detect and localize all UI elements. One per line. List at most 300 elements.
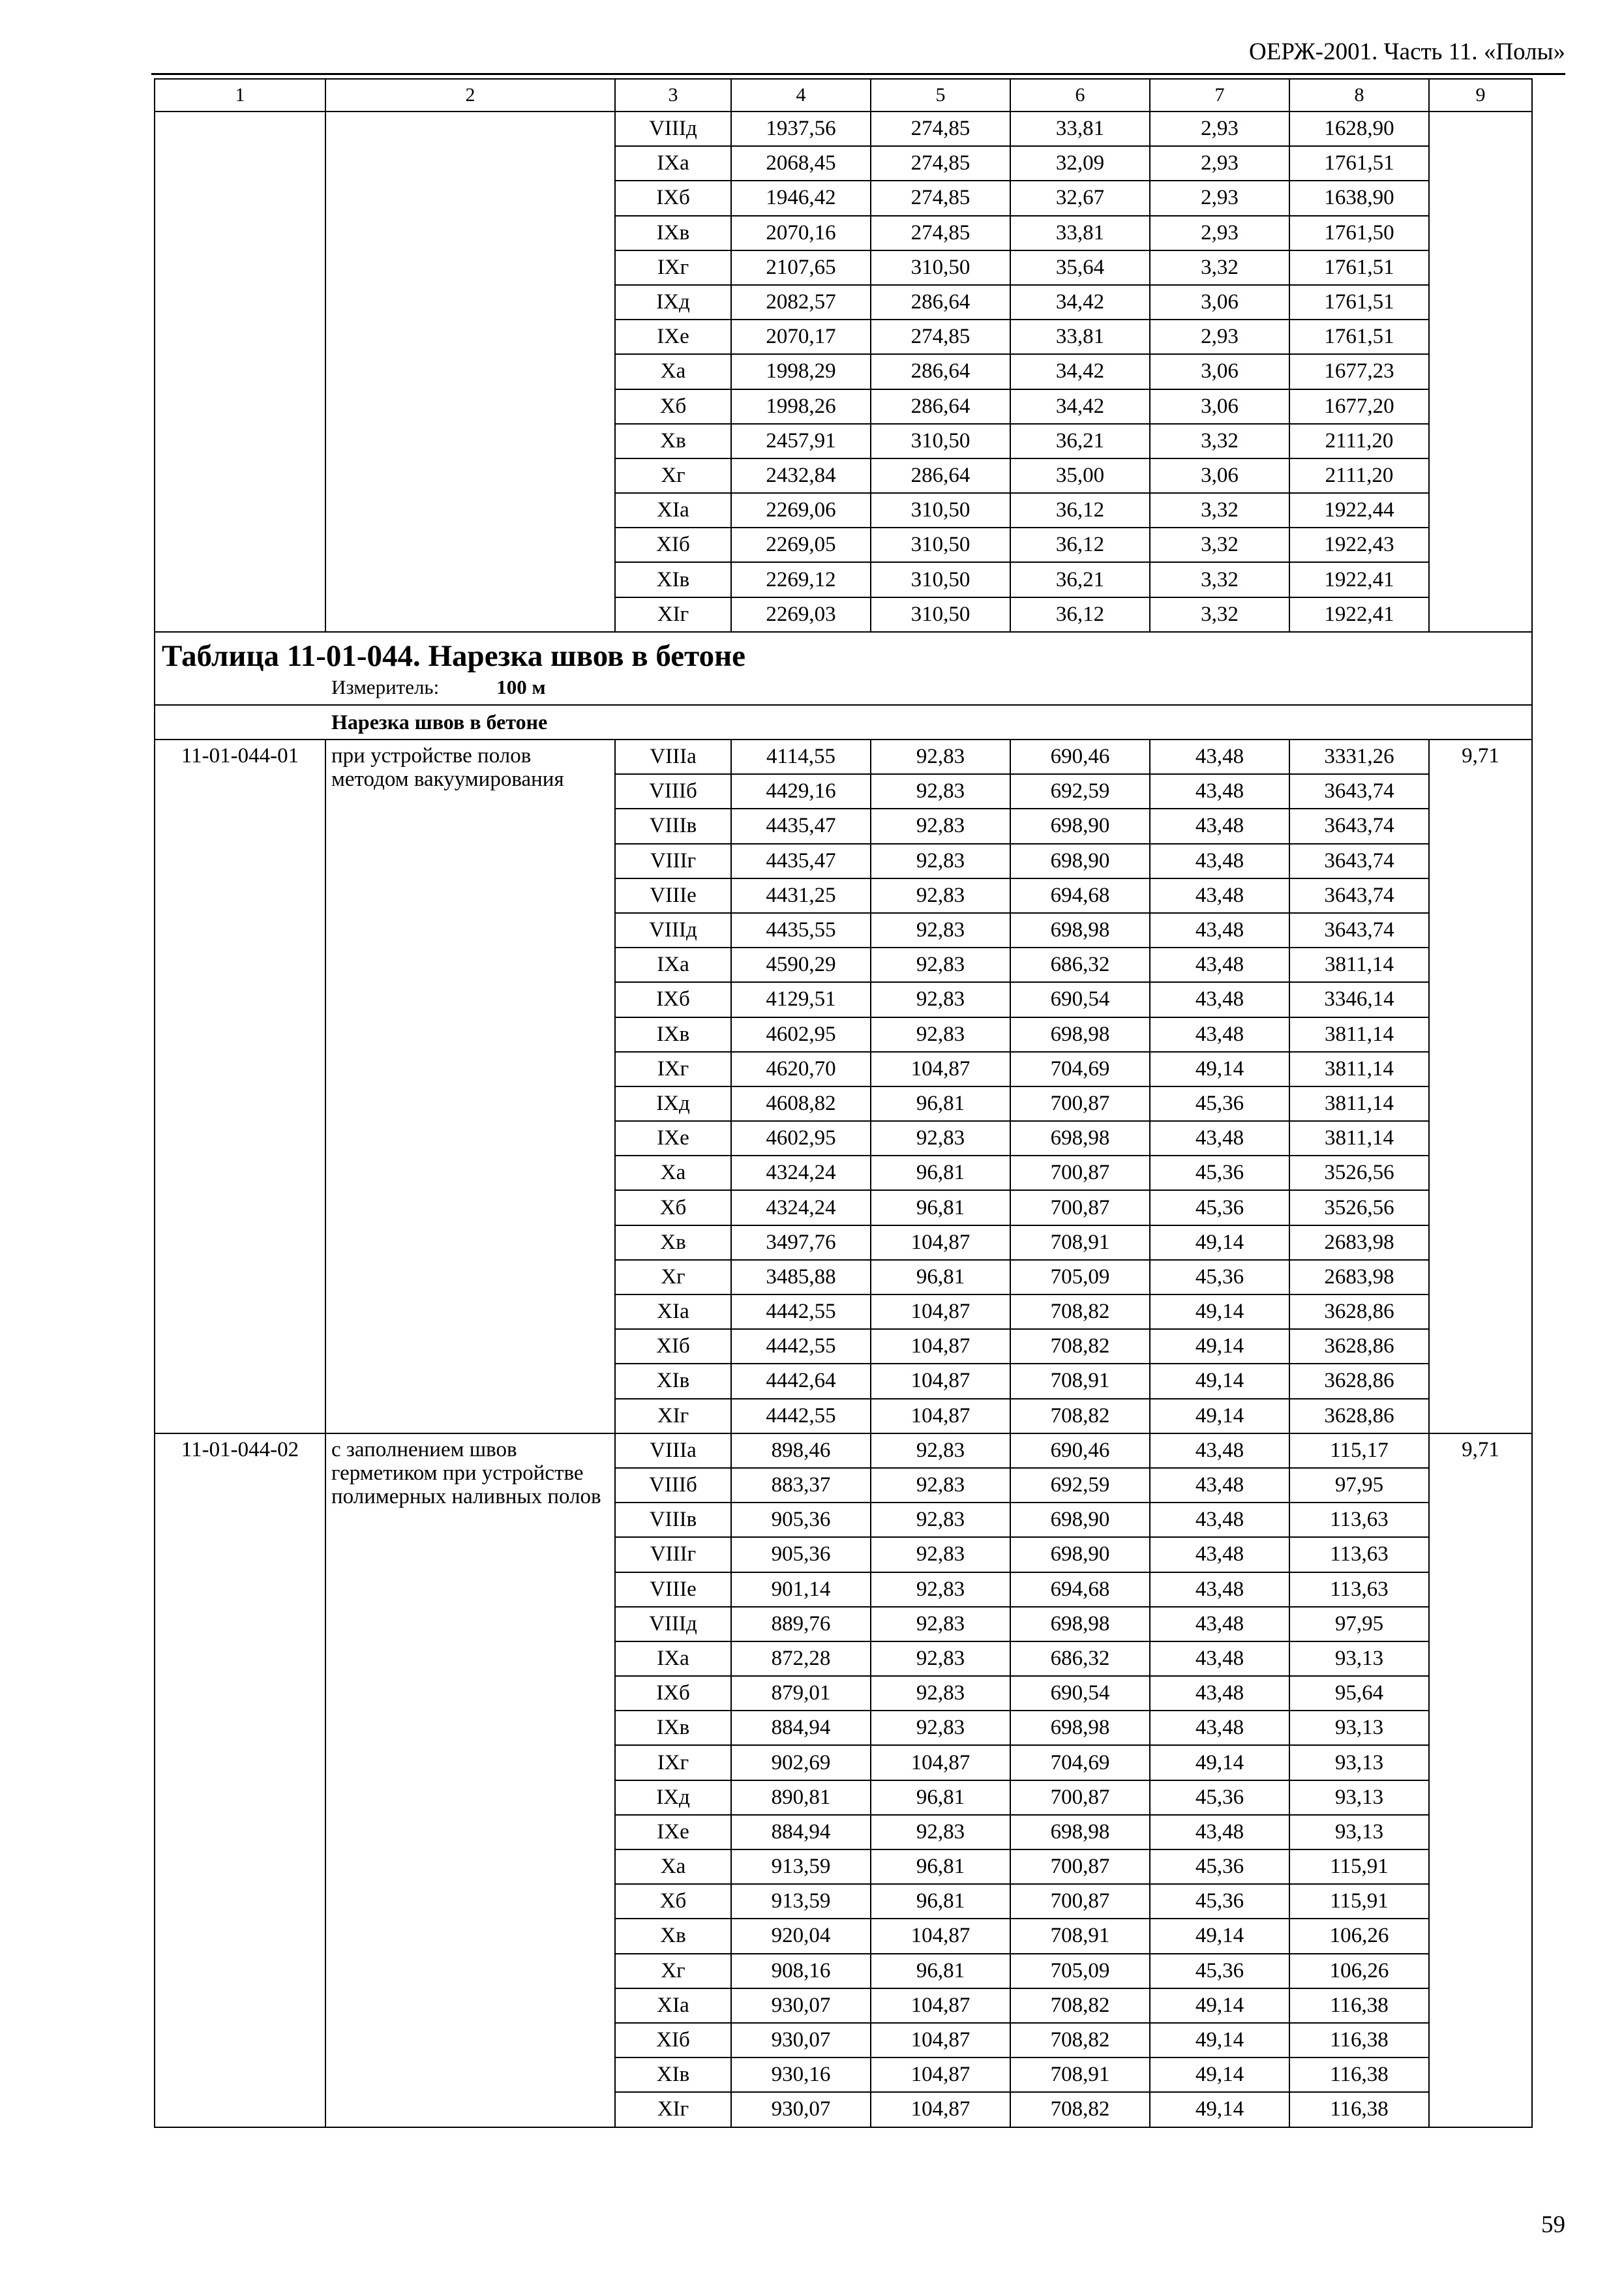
- value-cell: 698,98: [1010, 1711, 1150, 1745]
- value-cell: 3,06: [1150, 458, 1289, 493]
- value-cell: 2432,84: [731, 458, 871, 493]
- value-cell: 704,69: [1010, 1052, 1150, 1086]
- value-cell: 36,12: [1010, 597, 1150, 632]
- value-cell: 286,64: [871, 285, 1010, 320]
- value-cell: 1761,51: [1289, 250, 1429, 285]
- value-cell: 4442,55: [731, 1399, 871, 1433]
- resource-class-cell: VIIIб: [615, 774, 731, 809]
- value-cell: 3526,56: [1289, 1190, 1429, 1225]
- value-cell: 698,98: [1010, 1815, 1150, 1849]
- resource-class-cell: IXв: [615, 1711, 731, 1745]
- resource-class-cell: XIб: [615, 528, 731, 562]
- value-cell: 2,93: [1150, 216, 1289, 250]
- value-cell: 96,81: [871, 1780, 1010, 1815]
- table-body: [155, 79, 1532, 2127]
- value-cell: 884,94: [731, 1711, 871, 1745]
- value-cell: 686,32: [1010, 948, 1150, 982]
- value-cell: 698,90: [1010, 809, 1150, 843]
- value-cell: 49,14: [1150, 1364, 1289, 1398]
- value-cell: 43,48: [1150, 1572, 1289, 1607]
- value-cell: 286,64: [871, 389, 1010, 424]
- column-number: 4: [731, 79, 871, 112]
- value-cell: 93,13: [1289, 1780, 1429, 1815]
- value-cell: 2070,16: [731, 216, 871, 250]
- value-cell: 43,48: [1150, 809, 1289, 843]
- value-cell: 96,81: [871, 1260, 1010, 1294]
- value-cell: 310,50: [871, 493, 1010, 528]
- resource-class-cell: Xв: [615, 1225, 731, 1260]
- value-cell: 92,83: [871, 948, 1010, 982]
- value-cell: 310,50: [871, 597, 1010, 632]
- resource-class-cell: Xб: [615, 389, 731, 424]
- resource-class-cell: IXб: [615, 982, 731, 1017]
- value-cell: 33,81: [1010, 216, 1150, 250]
- value-cell: 92,83: [871, 1815, 1010, 1849]
- value-cell: 913,59: [731, 1849, 871, 1884]
- value-cell: 1937,56: [731, 112, 871, 146]
- unit-value: 100 м: [496, 675, 546, 698]
- value-cell: 3,32: [1150, 493, 1289, 528]
- value-cell: 1677,20: [1289, 389, 1429, 424]
- table-title-row: [155, 632, 1532, 705]
- value-cell: 96,81: [871, 1884, 1010, 1919]
- value-cell: 43,48: [1150, 1017, 1289, 1052]
- resource-class-cell: IXб: [615, 181, 731, 215]
- rate-code: 11-01-044-02: [155, 1433, 325, 2127]
- resource-class-cell: VIIIб: [615, 1468, 731, 1503]
- column-number: 9: [1429, 79, 1532, 112]
- column-number-row: [155, 79, 1532, 112]
- value-cell: 93,13: [1289, 1641, 1429, 1676]
- resource-class-cell: XIб: [615, 1329, 731, 1364]
- value-cell: 1922,43: [1289, 528, 1429, 562]
- value-cell: 106,26: [1289, 1954, 1429, 1988]
- value-cell: 104,87: [871, 1294, 1010, 1329]
- section-row: [155, 705, 1532, 740]
- value-cell: 690,54: [1010, 1676, 1150, 1711]
- value-cell: 3628,86: [1289, 1329, 1429, 1364]
- value-cell: 97,95: [1289, 1607, 1429, 1641]
- value-cell: 4442,64: [731, 1364, 871, 1398]
- value-cell: 274,85: [871, 320, 1010, 354]
- value-cell: 92,83: [871, 913, 1010, 948]
- resource-class-cell: IXа: [615, 948, 731, 982]
- value-cell: 698,98: [1010, 913, 1150, 948]
- value-cell: 93,13: [1289, 1745, 1429, 1780]
- value-cell: 708,82: [1010, 1399, 1150, 1433]
- value-cell: 116,38: [1289, 2092, 1429, 2127]
- value-cell: 2068,45: [731, 146, 871, 181]
- value-cell: 698,98: [1010, 1607, 1150, 1641]
- value-cell: 43,48: [1150, 1121, 1289, 1156]
- value-cell: 92,83: [871, 1607, 1010, 1641]
- value-cell: 690,46: [1010, 740, 1150, 774]
- value-cell: 1922,41: [1289, 562, 1429, 597]
- value-cell: 43,48: [1150, 1503, 1289, 1537]
- value-cell: 2269,12: [731, 562, 871, 597]
- value-cell: 43,48: [1150, 1711, 1289, 1745]
- value-cell: 92,83: [871, 1017, 1010, 1052]
- value-cell: 92,83: [871, 809, 1010, 843]
- value-cell: 4129,51: [731, 982, 871, 1017]
- resource-class-cell: VIIIд: [615, 112, 731, 146]
- value-cell: 49,14: [1150, 1919, 1289, 1953]
- value-cell: 694,68: [1010, 1572, 1150, 1607]
- value-cell: 116,38: [1289, 2057, 1429, 2092]
- value-cell: 3497,76: [731, 1225, 871, 1260]
- value-cell: 43,48: [1150, 1607, 1289, 1641]
- value-cell: 93,13: [1289, 1711, 1429, 1745]
- table-title-cell: [155, 632, 1532, 705]
- value-cell: 43,48: [1150, 1433, 1289, 1468]
- value-cell: 692,59: [1010, 774, 1150, 809]
- resource-class-cell: IXа: [615, 146, 731, 181]
- value-cell: 49,14: [1150, 1052, 1289, 1086]
- value-cell: 1922,44: [1289, 493, 1429, 528]
- value-cell: 4324,24: [731, 1156, 871, 1190]
- value-cell: 104,87: [871, 1988, 1010, 2023]
- value-cell: 700,87: [1010, 1086, 1150, 1121]
- resource-class-cell: Xа: [615, 354, 731, 389]
- resource-class-cell: IXе: [615, 1121, 731, 1156]
- resource-class-cell: VIIIв: [615, 809, 731, 843]
- resource-class-cell: XIв: [615, 1364, 731, 1398]
- value-cell: 1998,26: [731, 389, 871, 424]
- value-cell: 908,16: [731, 1954, 871, 1988]
- value-cell: 104,87: [871, 1329, 1010, 1364]
- column-number: 8: [1289, 79, 1429, 112]
- value-cell: 708,82: [1010, 2023, 1150, 2057]
- value-cell: 274,85: [871, 216, 1010, 250]
- value-cell: 97,95: [1289, 1468, 1429, 1503]
- rate-name: с заполнением швов герметиком при устройстве полимерных наливных полов: [325, 1433, 615, 2127]
- value-cell: 115,17: [1289, 1433, 1429, 1468]
- value-cell: 3,06: [1150, 354, 1289, 389]
- header-rule: [151, 73, 1565, 75]
- resource-class-cell: Xв: [615, 424, 731, 458]
- value-cell: 692,59: [1010, 1468, 1150, 1503]
- value-cell: 698,90: [1010, 1503, 1150, 1537]
- value-cell: 1677,23: [1289, 354, 1429, 389]
- resource-class-cell: XIг: [615, 2092, 731, 2127]
- value-cell: 3811,14: [1289, 948, 1429, 982]
- value-cell: 95,64: [1289, 1676, 1429, 1711]
- value-cell: 2,93: [1150, 146, 1289, 181]
- value-cell: 2107,65: [731, 250, 871, 285]
- value-cell: 49,14: [1150, 2092, 1289, 2127]
- value-cell: 92,83: [871, 844, 1010, 878]
- value-cell: 286,64: [871, 354, 1010, 389]
- value-cell: 96,81: [871, 1086, 1010, 1121]
- rate-code: 11-01-044-01: [155, 740, 325, 1433]
- value-cell: 113,63: [1289, 1572, 1429, 1607]
- value-cell: 690,54: [1010, 982, 1150, 1017]
- value-cell: 3643,74: [1289, 878, 1429, 913]
- value-cell: 872,28: [731, 1641, 871, 1676]
- value-cell: 2683,98: [1289, 1225, 1429, 1260]
- value-cell: 3,32: [1150, 562, 1289, 597]
- section-title: Нарезка швов в бетоне: [331, 710, 548, 734]
- value-cell: 92,83: [871, 1711, 1010, 1745]
- value-cell: 43,48: [1150, 774, 1289, 809]
- resource-class-cell: IXв: [615, 1017, 731, 1052]
- value-cell: 3,32: [1150, 528, 1289, 562]
- value-cell: 1628,90: [1289, 112, 1429, 146]
- value-cell: 104,87: [871, 2057, 1010, 2092]
- value-cell: 708,91: [1010, 1364, 1150, 1398]
- value-cell: 34,42: [1010, 354, 1150, 389]
- value-cell: 2683,98: [1289, 1260, 1429, 1294]
- value-cell: 92,83: [871, 1433, 1010, 1468]
- resource-class-cell: VIIIд: [615, 1607, 731, 1641]
- value-cell: 49,14: [1150, 1399, 1289, 1433]
- value-cell: 43,48: [1150, 982, 1289, 1017]
- value-cell: 1922,41: [1289, 597, 1429, 632]
- value-cell: 704,69: [1010, 1745, 1150, 1780]
- value-cell: 3811,14: [1289, 1086, 1429, 1121]
- value-cell: 33,81: [1010, 112, 1150, 146]
- value-cell: 92,83: [871, 1121, 1010, 1156]
- table-row: [155, 112, 1532, 146]
- value-cell: 36,12: [1010, 528, 1150, 562]
- value-cell: 45,36: [1150, 1849, 1289, 1884]
- unit-line: [162, 674, 1525, 700]
- value-cell: 4602,95: [731, 1121, 871, 1156]
- resource-class-cell: Xа: [615, 1156, 731, 1190]
- value-cell: 3643,74: [1289, 809, 1429, 843]
- value-cell: 3,32: [1150, 597, 1289, 632]
- value-cell: 884,94: [731, 1815, 871, 1849]
- value-cell: 92,83: [871, 1468, 1010, 1503]
- value-cell: 2,93: [1150, 112, 1289, 146]
- value-cell: 708,82: [1010, 1294, 1150, 1329]
- value-cell: 4431,25: [731, 878, 871, 913]
- value-cell: 930,07: [731, 2023, 871, 2057]
- value-cell: 879,01: [731, 1676, 871, 1711]
- value-cell: 36,21: [1010, 424, 1150, 458]
- value-cell: 700,87: [1010, 1156, 1150, 1190]
- value-cell: 2082,57: [731, 285, 871, 320]
- resource-class-cell: Xг: [615, 458, 731, 493]
- value-cell: 3346,14: [1289, 982, 1429, 1017]
- column-number: 1: [155, 79, 325, 112]
- value-cell: 2269,06: [731, 493, 871, 528]
- value-cell: 96,81: [871, 1849, 1010, 1884]
- value-cell: 4602,95: [731, 1017, 871, 1052]
- value-cell: 708,91: [1010, 1919, 1150, 1953]
- value-cell: 35,64: [1010, 250, 1150, 285]
- value-cell: 93,13: [1289, 1815, 1429, 1849]
- value-cell: 883,37: [731, 1468, 871, 1503]
- value-cell: 3628,86: [1289, 1399, 1429, 1433]
- value-cell: 700,87: [1010, 1780, 1150, 1815]
- value-cell: 3643,74: [1289, 913, 1429, 948]
- value-cell: 113,63: [1289, 1537, 1429, 1572]
- value-cell: 2070,17: [731, 320, 871, 354]
- value-cell: 698,98: [1010, 1121, 1150, 1156]
- value-cell: 698,98: [1010, 1017, 1150, 1052]
- value-cell: 4324,24: [731, 1190, 871, 1225]
- column-number: 3: [615, 79, 731, 112]
- value-cell: 104,87: [871, 2092, 1010, 2127]
- value-cell: 49,14: [1150, 1294, 1289, 1329]
- value-cell: 905,36: [731, 1537, 871, 1572]
- value-cell: 3526,56: [1289, 1156, 1429, 1190]
- name-cell-empty: [325, 112, 615, 632]
- value-cell: 92,83: [871, 1503, 1010, 1537]
- value-cell: 1998,29: [731, 354, 871, 389]
- value-cell: 104,87: [871, 1919, 1010, 1953]
- resource-class-cell: XIа: [615, 493, 731, 528]
- value-cell: 115,91: [1289, 1849, 1429, 1884]
- value-cell: 905,36: [731, 1503, 871, 1537]
- value-cell: 4435,47: [731, 809, 871, 843]
- value-cell: 45,36: [1150, 1156, 1289, 1190]
- value-cell: 96,81: [871, 1156, 1010, 1190]
- value-cell: 913,59: [731, 1884, 871, 1919]
- value-cell: 4590,29: [731, 948, 871, 982]
- value-cell: 3811,14: [1289, 1017, 1429, 1052]
- value-cell: 310,50: [871, 528, 1010, 562]
- value-cell: 4620,70: [731, 1052, 871, 1086]
- value-cell: 49,14: [1150, 1329, 1289, 1364]
- value-cell: 92,83: [871, 1572, 1010, 1607]
- col9-value: 9,71: [1429, 740, 1532, 1433]
- resource-class-cell: XIа: [615, 1988, 731, 2023]
- value-cell: 2111,20: [1289, 424, 1429, 458]
- value-cell: 901,14: [731, 1572, 871, 1607]
- resource-class-cell: Xб: [615, 1884, 731, 1919]
- value-cell: 43,48: [1150, 740, 1289, 774]
- value-cell: 898,46: [731, 1433, 871, 1468]
- value-cell: 104,87: [871, 1225, 1010, 1260]
- value-cell: 708,82: [1010, 1988, 1150, 2023]
- value-cell: 104,87: [871, 1052, 1010, 1086]
- value-cell: 45,36: [1150, 1260, 1289, 1294]
- value-cell: 33,81: [1010, 320, 1150, 354]
- value-cell: 116,38: [1289, 1988, 1429, 2023]
- value-cell: 1761,50: [1289, 216, 1429, 250]
- resource-class-cell: Xв: [615, 1919, 731, 1953]
- value-cell: 43,48: [1150, 913, 1289, 948]
- value-cell: 3643,74: [1289, 844, 1429, 878]
- value-cell: 92,83: [871, 1641, 1010, 1676]
- value-cell: 708,91: [1010, 1225, 1150, 1260]
- value-cell: 3811,14: [1289, 1052, 1429, 1086]
- value-cell: 3,06: [1150, 389, 1289, 424]
- resource-class-cell: IXг: [615, 250, 731, 285]
- value-cell: 286,64: [871, 458, 1010, 493]
- resource-class-cell: IXе: [615, 320, 731, 354]
- value-cell: 3811,14: [1289, 1121, 1429, 1156]
- value-cell: 902,69: [731, 1745, 871, 1780]
- value-cell: 104,87: [871, 1745, 1010, 1780]
- value-cell: 700,87: [1010, 1884, 1150, 1919]
- value-cell: 708,82: [1010, 1329, 1150, 1364]
- value-cell: 45,36: [1150, 1190, 1289, 1225]
- value-cell: 3,32: [1150, 424, 1289, 458]
- column-number: 5: [871, 79, 1010, 112]
- value-cell: 92,83: [871, 878, 1010, 913]
- value-cell: 310,50: [871, 424, 1010, 458]
- resource-class-cell: Xа: [615, 1849, 731, 1884]
- value-cell: 45,36: [1150, 1954, 1289, 1988]
- value-cell: 43,48: [1150, 1676, 1289, 1711]
- value-cell: 705,09: [1010, 1954, 1150, 1988]
- value-cell: 45,36: [1150, 1780, 1289, 1815]
- table-title: Таблица 11-01-044. Нарезка швов в бетоне: [162, 638, 746, 673]
- col9-value: 9,71: [1429, 1433, 1532, 2127]
- resource-class-cell: IXд: [615, 1780, 731, 1815]
- section-cell: [155, 705, 1532, 740]
- resource-class-cell: VIIIа: [615, 740, 731, 774]
- value-cell: 43,48: [1150, 1468, 1289, 1503]
- value-cell: 104,87: [871, 2023, 1010, 2057]
- value-cell: 92,83: [871, 774, 1010, 809]
- resource-class-cell: VIIIд: [615, 913, 731, 948]
- resource-class-cell: VIIIе: [615, 878, 731, 913]
- value-cell: 274,85: [871, 181, 1010, 215]
- value-cell: 43,48: [1150, 844, 1289, 878]
- value-cell: 686,32: [1010, 1641, 1150, 1676]
- value-cell: 3,06: [1150, 285, 1289, 320]
- value-cell: 690,46: [1010, 1433, 1150, 1468]
- resource-class-cell: XIб: [615, 2023, 731, 2057]
- value-cell: 2111,20: [1289, 458, 1429, 493]
- value-cell: 92,83: [871, 1676, 1010, 1711]
- value-cell: 3628,86: [1289, 1364, 1429, 1398]
- value-cell: 106,26: [1289, 1919, 1429, 1953]
- value-cell: 1638,90: [1289, 181, 1429, 215]
- value-cell: 49,14: [1150, 1988, 1289, 2023]
- value-cell: 49,14: [1150, 2023, 1289, 2057]
- resource-class-cell: IXг: [615, 1745, 731, 1780]
- resource-class-cell: VIIIе: [615, 1572, 731, 1607]
- value-cell: 92,83: [871, 1537, 1010, 1572]
- value-cell: 694,68: [1010, 878, 1150, 913]
- value-cell: 34,42: [1010, 389, 1150, 424]
- resource-class-cell: Xб: [615, 1190, 731, 1225]
- resource-class-cell: IXб: [615, 1676, 731, 1711]
- value-cell: 700,87: [1010, 1190, 1150, 1225]
- page-number: 59: [1541, 2211, 1565, 2238]
- value-cell: 4114,55: [731, 740, 871, 774]
- value-cell: 92,83: [871, 982, 1010, 1017]
- page-header-title: ОЕРЖ-2001. Часть 11. «Полы»: [1249, 38, 1565, 65]
- value-cell: 890,81: [731, 1780, 871, 1815]
- resource-class-cell: VIIIг: [615, 844, 731, 878]
- resource-class-cell: Xг: [615, 1260, 731, 1294]
- resource-class-cell: VIIIа: [615, 1433, 731, 1468]
- value-cell: 3,32: [1150, 250, 1289, 285]
- resource-class-cell: XIг: [615, 1399, 731, 1433]
- col9-cell-empty: [1429, 112, 1532, 632]
- value-cell: 700,87: [1010, 1849, 1150, 1884]
- resource-class-cell: XIа: [615, 1294, 731, 1329]
- value-cell: 930,07: [731, 1988, 871, 2023]
- value-cell: 36,12: [1010, 493, 1150, 528]
- value-cell: 36,21: [1010, 562, 1150, 597]
- value-cell: 96,81: [871, 1190, 1010, 1225]
- value-cell: 92,83: [871, 740, 1010, 774]
- value-cell: 96,81: [871, 1954, 1010, 1988]
- value-cell: 2269,03: [731, 597, 871, 632]
- value-cell: 698,90: [1010, 1537, 1150, 1572]
- value-cell: 1946,42: [731, 181, 871, 215]
- value-cell: 43,48: [1150, 948, 1289, 982]
- value-cell: 2,93: [1150, 320, 1289, 354]
- value-cell: 4442,55: [731, 1294, 871, 1329]
